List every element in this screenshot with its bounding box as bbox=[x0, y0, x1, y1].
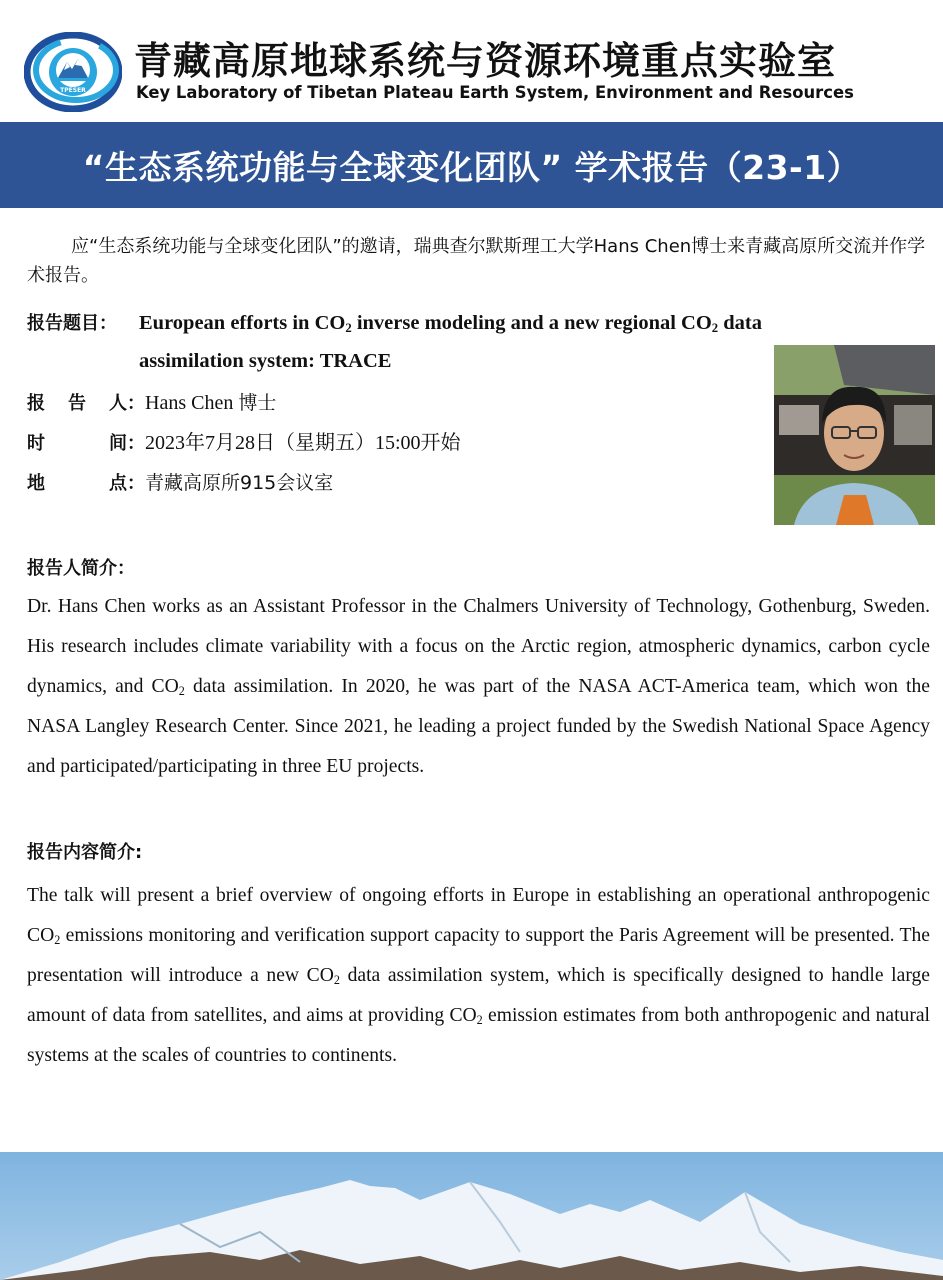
mountain-banner-image bbox=[0, 1152, 943, 1280]
lab-name-en: Key Laboratory of Tibetan Plateau Earth System, Environment and Resources bbox=[136, 83, 854, 102]
header bbox=[0, 0, 943, 122]
abstract-heading: 报告内容简介: bbox=[27, 842, 143, 863]
place-row: 地 点 ：青藏高原所915会议室 bbox=[27, 470, 333, 497]
bio-paragraph: Dr. Hans Chen works as an Assistant Professor in the Chalmers University of Technology, Gothenburg, Sweden. His research includes climate variability with a focus on the Arctic region, atmospheric dynamics, carbon cycle dynamics, and $CO_2$ data assimilation. In 2020, he was part of the NASA ACT-America team, which won the NASA Langley Research Center. Since 2021, he leading a project funded by the Swedish National Space Agency and participated/participating in three EU projects. bbox=[27, 596, 930, 777]
bio-heading: 报告人简介： bbox=[27, 558, 135, 579]
topic-value: European efforts in $CO_2$ inverse modeling and a new regional $CO_2$ data bbox=[139, 312, 763, 336]
topic-label: 报告题目： bbox=[27, 313, 117, 334]
speaker-title: 博士 bbox=[238, 392, 277, 414]
speaker-photo bbox=[774, 345, 935, 525]
lab-logo bbox=[24, 32, 122, 112]
lab-name-cn: 青藏高原地球系统与资源环境重点实验室 bbox=[134, 39, 837, 83]
time-row: 时 间 ：2023年7月28日（星期五）15:00开始 bbox=[27, 430, 461, 457]
topic-value-line2: assimilation system: TRACE bbox=[139, 350, 392, 372]
place-value: 青藏高原所915会议室 bbox=[145, 472, 334, 494]
speaker-row: 报 告 人 ：Hans Chen 博士 bbox=[27, 390, 276, 417]
speaker-name: Hans Chen bbox=[145, 392, 239, 414]
title-bar bbox=[0, 122, 943, 208]
place-label: 地 点 bbox=[27, 473, 127, 494]
abstract-paragraph: The talk will present a brief overview of ongoing efforts in Europe in establishing an operational anthropogenic $CO_2$ emissions monitoring and verification support capacity to support the Paris Agreement will be presented. The presentation will introduce a new $CO_2$ data assimilation system, which is specifically designed to handle large amount of data from satellites, and aims at providing $CO_2$ emission estimates from both anthropogenic and natural systems at the scales of countries to continents. bbox=[27, 885, 930, 1066]
topic-row bbox=[27, 310, 762, 337]
speaker-label: 报 告 人 bbox=[27, 393, 127, 414]
time-value: 2023年7月28日（星期五）15:00开始 bbox=[145, 432, 461, 454]
logo-text: TPESER bbox=[60, 87, 86, 94]
time-label: 时 间 bbox=[27, 433, 127, 454]
intro-paragraph: 应“生态系统功能与全球变化团队”的邀请，瑞典查尔默斯理工大学Hans Chen博士来青藏高原所交流并作学术报告。 bbox=[27, 236, 926, 286]
report-title: “生态系统功能与全球变化团队” 学术报告（23-1） bbox=[82, 147, 861, 187]
